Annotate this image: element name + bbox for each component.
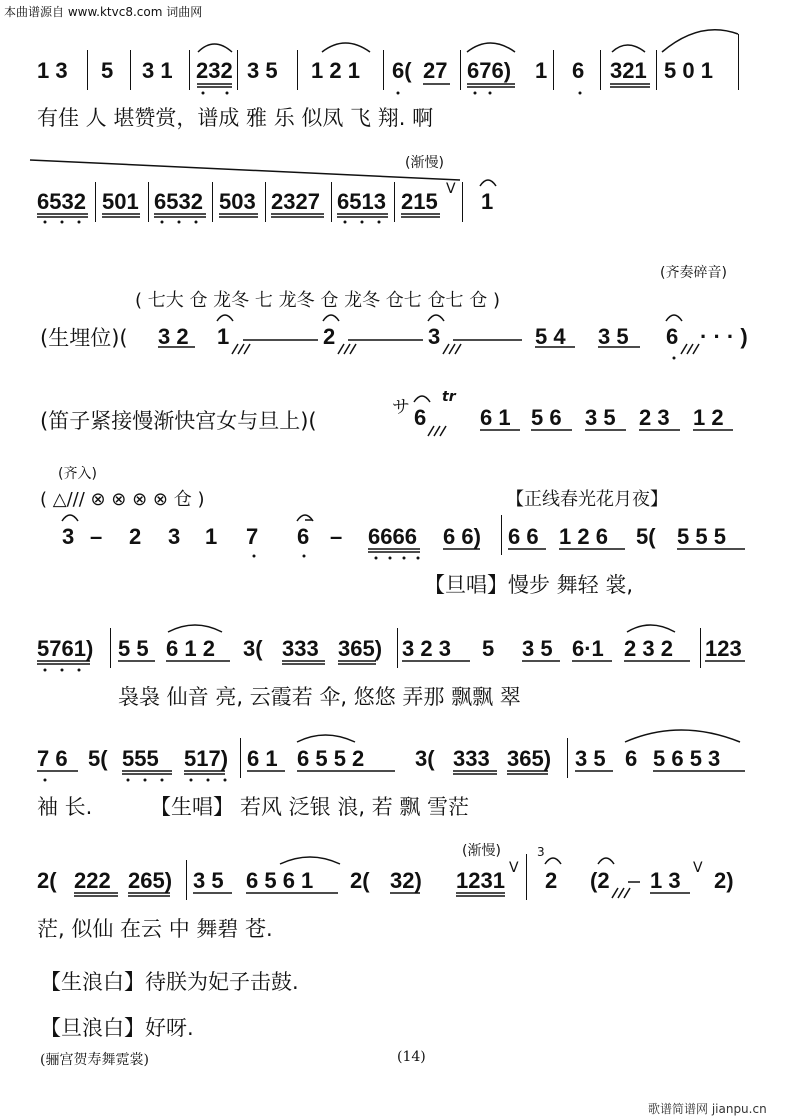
note-group: 333 — [282, 636, 319, 661]
note-group: 3 — [428, 324, 441, 349]
lyrics-line: 袖 长. — [37, 795, 93, 819]
role-tag: 【生浪白】 — [40, 970, 145, 994]
note-group: 215 — [401, 189, 438, 214]
note-group: 3( — [243, 636, 263, 661]
note-group: 676) — [467, 58, 512, 83]
note-group: 3 2 — [158, 324, 189, 349]
note-group: 365) — [338, 636, 383, 661]
note-group: 3 — [168, 524, 181, 549]
note-group: 1 2 — [693, 405, 724, 430]
stage-cue: (生埋位)( — [40, 326, 128, 350]
note-group: 5 6 — [531, 405, 562, 430]
note-group: 6532 — [37, 189, 86, 214]
tempo-mark: (渐慢) — [405, 155, 444, 171]
note-group: 517) — [184, 746, 229, 771]
note-group: 1 3 — [37, 58, 68, 83]
note-group: 2 3 2 — [624, 636, 673, 661]
note-group: (2 — [590, 868, 610, 893]
note-group: 3 2 3 — [402, 636, 451, 661]
note-group: 222 — [74, 868, 111, 893]
note-group: 5 6 5 3 — [653, 746, 721, 771]
note-group: 2 — [129, 524, 142, 549]
note-group: 265) — [128, 868, 173, 893]
note-group: 2 — [323, 324, 336, 349]
note-group: 2) — [714, 868, 734, 893]
note-group: 5 4 — [535, 324, 566, 349]
note-group: – — [90, 524, 103, 549]
note-group: 555 — [122, 746, 159, 771]
note-group: 2 3 — [639, 405, 670, 430]
lyrics-line: 袅袅 仙音 亮, 云霞若 伞, 悠悠 弄那 飘飘 翠 — [118, 685, 521, 709]
note-group: 365) — [507, 746, 552, 771]
free-tempo-mark: サ — [392, 397, 410, 418]
note-group: 6 — [572, 58, 585, 83]
note-group: 6 1 — [247, 746, 278, 771]
source-header: 本曲谱源自 www.ktvc8.com 词曲网 — [4, 5, 203, 19]
note-group: 5 — [482, 636, 495, 661]
note-group: 1 2 1 — [311, 58, 360, 83]
ensemble-mark: (齐奏碎音) — [660, 265, 727, 281]
note-group: 232 — [196, 58, 233, 83]
note-group: 5( — [88, 746, 108, 771]
percussion-line: ( 七大 仓 龙冬 七 龙冬 仓 龙冬 仓七 仓七 仓 ) — [135, 290, 500, 311]
note-group: 5 — [101, 58, 114, 83]
note-group: 32) — [390, 868, 422, 893]
section-title: 【正线春光花月夜】 — [506, 489, 668, 510]
note-group: 3 1 — [142, 58, 173, 83]
lyrics-line: 若风 泛银 浪, 若 飘 雪茫 — [240, 795, 470, 819]
note-group: 3 5 — [598, 324, 629, 349]
note-group: 6( — [392, 58, 412, 83]
note-group: 1 2 6 — [559, 524, 608, 549]
note-group: 6666 — [368, 524, 417, 549]
note-group: · · · ) — [700, 324, 748, 349]
note-group: 6 5 5 2 — [297, 746, 365, 771]
lyrics-line: 茫, 似仙 在云 中 舞碧 苍. — [37, 917, 273, 941]
note-group: 1231 — [456, 868, 505, 893]
note-group: 5 0 1 — [664, 58, 713, 83]
note-group: 6513 — [337, 189, 386, 214]
note-group: 5761) — [37, 636, 94, 661]
note-group: 6·1 — [572, 636, 604, 661]
trill-mark: tr — [442, 389, 456, 405]
lyrics-line: 慢步 舞轻 裳, — [508, 573, 634, 597]
note-group: 7 6 — [37, 746, 68, 771]
note-group: 2327 — [271, 189, 320, 214]
note-group: 333 — [453, 746, 490, 771]
note-group: 1 3 — [650, 868, 681, 893]
note-group: 6 — [666, 324, 679, 349]
note-group: 123 — [705, 636, 742, 661]
page-number: (14) — [397, 1049, 426, 1065]
note-group: 6 6 — [508, 524, 539, 549]
note-group: 6 — [297, 524, 310, 549]
note-group: 3( — [415, 746, 435, 771]
watermark: 歌谱简谱网 jianpu.cn — [648, 1102, 767, 1116]
note-group: 321 — [610, 58, 647, 83]
footer-title: (骊宫贺寿舞霓裳) — [40, 1052, 149, 1068]
note-group: 3 — [62, 524, 75, 549]
note-group: 2 — [545, 868, 558, 893]
note-group: 501 — [102, 189, 139, 214]
note-group: 6532 — [154, 189, 203, 214]
note-group: 2( — [350, 868, 370, 893]
note-group: 1 — [481, 189, 494, 214]
lyrics-line: 有佳 人 堪赞赏，谱成 雅 乐 似凤 飞 翔. 啊 — [37, 106, 434, 130]
note-group: 1 — [217, 324, 230, 349]
note-group: 6 — [625, 746, 638, 771]
note-group: 1 — [535, 58, 548, 83]
note-group: 3 5 — [585, 405, 616, 430]
note-group: 3 5 — [575, 746, 606, 771]
note-group: 1 — [205, 524, 218, 549]
breath-mark: V — [509, 860, 519, 876]
tempo-mark: (渐慢) — [462, 843, 501, 859]
percussion-line: ( △/// ⊗ ⊗ ⊗ ⊗ 仓 ) — [40, 489, 205, 510]
breath-mark: V — [446, 181, 456, 197]
note-group: 6 — [414, 405, 427, 430]
role-tag: 【旦唱】 — [424, 573, 508, 597]
note-group: 7 — [246, 524, 259, 549]
note-group: 6 1 2 — [166, 636, 215, 661]
role-tag: 【生唱】 — [150, 795, 234, 819]
note-group: – — [330, 524, 343, 549]
note-group: 3 5 — [522, 636, 553, 661]
note-group: 3 5 — [193, 868, 224, 893]
dialogue-text: 待朕为妃子击鼓. — [145, 970, 299, 994]
note-group: 3 5 — [247, 58, 278, 83]
dialogue-text: 好呀. — [145, 1016, 194, 1040]
enter-mark: (齐入) — [58, 466, 97, 482]
note-group: 5( — [636, 524, 656, 549]
note-group: 6 6) — [443, 524, 481, 549]
note-group: 5 5 5 — [677, 524, 726, 549]
grace-note: 3 — [537, 845, 545, 859]
note-group: 27 — [423, 58, 448, 83]
stage-instruction: (笛子紧接慢渐快宫女与旦上)( — [40, 409, 317, 433]
note-group: 2( — [37, 868, 57, 893]
note-group: 5 5 — [118, 636, 149, 661]
note-group: 503 — [219, 189, 256, 214]
note-group: 6 1 — [480, 405, 511, 430]
breath-mark: V — [693, 860, 703, 876]
note-group: 6 5 6 1 — [246, 868, 314, 893]
role-tag: 【旦浪白】 — [40, 1016, 145, 1040]
